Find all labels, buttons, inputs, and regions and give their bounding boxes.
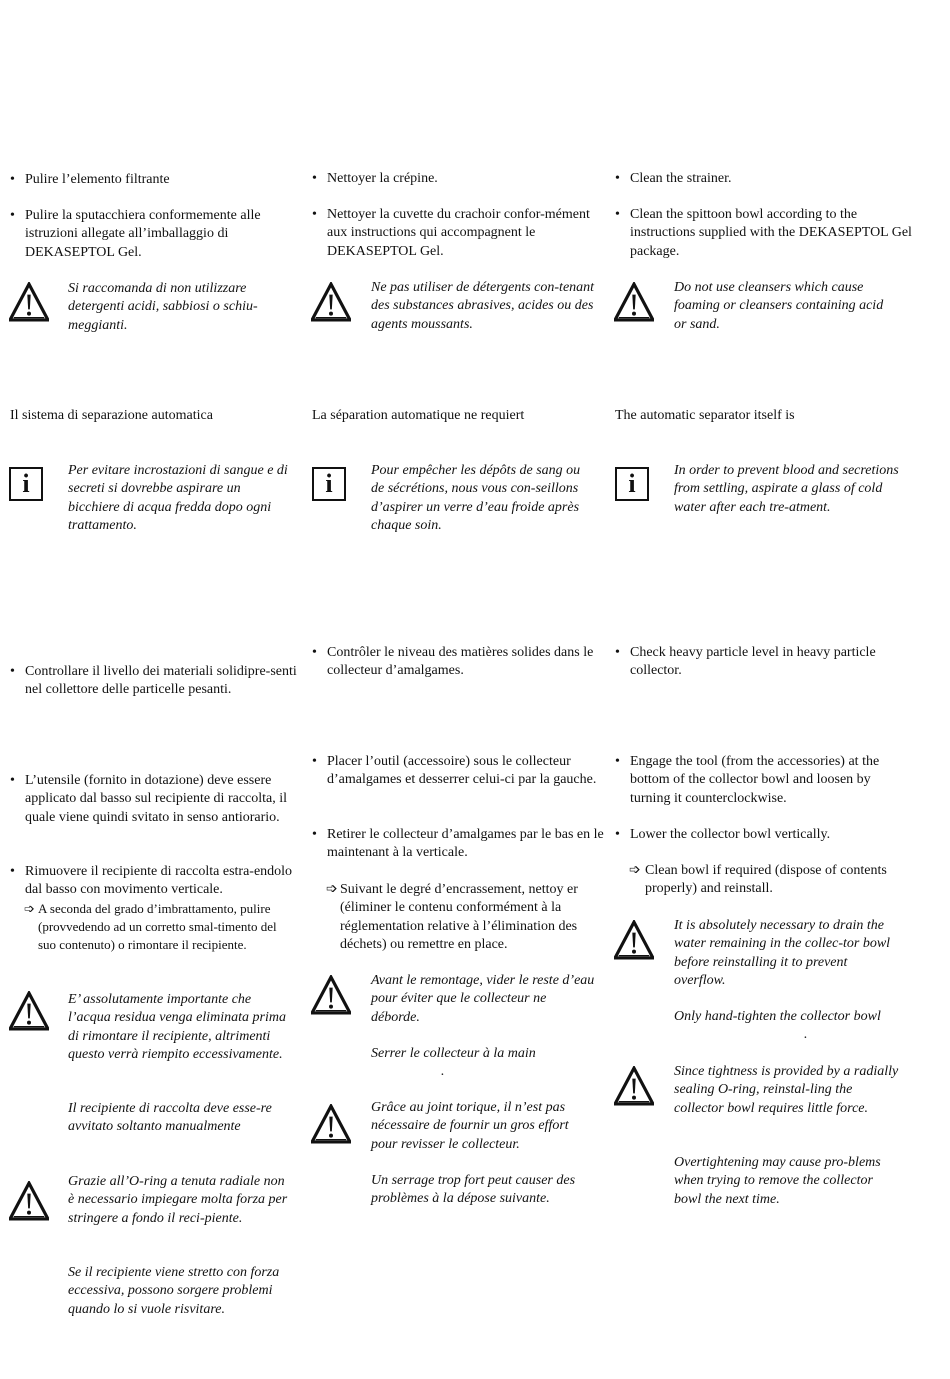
warning-triangle-icon — [614, 282, 654, 322]
fr-bullet-remove-bowl: • Retirer le collecteur d’amalgames par le bas en le maintenant à la verticale. — [312, 827, 604, 861]
en-substep-clean-bowl: ➩ Clean bowl if required (dispose of contents properly) and reinstall. — [629, 863, 887, 897]
fr-warning-overtighten: Un serrage trop fort peut causer des problèmes à la dépose suivante. — [371, 1173, 576, 1207]
warning-triangle-icon — [9, 282, 49, 322]
en-bullet-clean-filter: • Clean the strainer. — [615, 171, 732, 186]
info-box-icon: i — [615, 467, 649, 501]
fr-warning-hand-tighten: Serrer le collecteur à la main . — [371, 1046, 536, 1080]
it-bullet-remove-bowl: • Rimuovere il recipiente di raccolta estra-endolo dal basso con movimento verticale. — [10, 864, 293, 898]
en-bullet-clean-spittoon: • Clean the spittoon bowl according to the instructions supplied with the DEKASEPTOL Gel package. — [615, 207, 912, 259]
warning-triangle-icon — [9, 991, 49, 1031]
warning-triangle-icon — [614, 1066, 654, 1106]
it-info-aspirate: Per evitare incrostazioni di sangue e di secreti si dovrebbe aspirare un bicchiere di acqua fredda dopo ogni trattamento. — [68, 463, 288, 533]
en-warning-oring: Since tightness is provided by a radially sealing O-ring, reinstal-ling the collector bowl requires little force. — [674, 1064, 899, 1116]
it-warning-overtighten: Se il recipiente viene stretto con forza eccessiva, possono sorgere problemi quando lo si vuole risvitare. — [68, 1265, 280, 1317]
fr-info-aspirate: Pour empêcher les dépôts de sang ou de sécrétions, nous vous con-seillons d’aspirer un verre d’eau froide après chaque soin. — [371, 463, 581, 533]
en-info-aspirate: In order to prevent blood and secretions from settling, aspirate a glass of cold water after each tre-atment. — [674, 463, 899, 515]
it-warning-cleansers: Si raccomanda di non utilizzare detergenti acidi, sabbiosi o schiu-meggianti. — [68, 281, 258, 333]
info-box-icon: i — [9, 467, 43, 501]
en-bullet-check-level: • Check heavy particle level in heavy particle collector. — [615, 645, 876, 679]
fr-warning-cleansers: Ne pas utiliser de détergents con-tenant des substances abrasives, acides ou des agents moussants. — [371, 280, 595, 332]
it-bullet-clean-filter: • Pulire l’elemento filtrante — [10, 172, 170, 187]
warning-triangle-icon — [9, 1181, 49, 1221]
fr-bullet-clean-filter: • Nettoyer la crépine. — [312, 171, 438, 186]
en-separator-text: The automatic separator itself is — [615, 408, 795, 423]
it-warning-drain: E’ assolutamente importante che l’acqua residua venga eliminata prima di rimontare il recipiente, altrimenti questo verrà riempito eccessivamente. — [68, 992, 287, 1062]
fr-bullet-clean-spittoon: • Nettoyer la cuvette du crachoir confor-mément aux instructions qui accompagnent le DEKASEPTOL Gel. — [312, 207, 590, 259]
fr-bullet-check-level: • Contrôler le niveau des matières solides dans le collecteur d’amalgames. — [312, 645, 594, 679]
en-warning-hand-tighten: Only hand-tighten the collector bowl. — [674, 1009, 881, 1043]
fr-substep-clean-bowl: ➩ Suivant le degré d’encrassement, nettoy er (éliminer le contenu conformément à la réglementation relative à l’élimination des déchets) ou remettre en place. — [326, 882, 578, 952]
it-bullet-clean-spittoon: • Pulire la sputacchiera conformemente alle istruzioni allegate all’imballaggio di DEKASEPTOL Gel. — [10, 208, 261, 260]
fr-separator-text: La séparation automatique ne requiert — [312, 408, 525, 423]
it-substep-clean-bowl: ➩ A seconda del grado d’imbrattamento, pulire (provvedendo ad un corretto smal-timento del suo contenuto) o rimontare il recipiente. — [24, 901, 277, 953]
warning-triangle-icon — [614, 920, 654, 960]
fr-warning-drain: Avant le remontage, vider le reste d’eau pour éviter que le collecteur ne déborde. — [371, 973, 595, 1025]
fr-warning-oring: Grâce au joint torique, il n’est pas nécessaire de fournir un gros effort pour revisser le collecteur. — [371, 1100, 569, 1152]
en-bullet-remove-bowl: • Lower the collector bowl vertically. — [615, 827, 831, 842]
it-bullet-check-level: • Controllare il livello dei materiali solidipre-senti nel collettore delle particelle pesanti. — [10, 664, 297, 698]
fr-bullet-engage-tool: • Placer l’outil (accessoire) sous le collecteur d’amalgames et desserrer celui-ci par la gauche. — [312, 754, 597, 788]
warning-triangle-icon — [311, 282, 351, 322]
it-bullet-engage-tool: • L’utensile (fornito in dotazione) deve essere applicato dal basso sul recipiente di raccolta, il quale viene quindi svitato in senso antiorario. — [10, 773, 288, 825]
it-separator-text: Il sistema di separazione automatica — [10, 408, 213, 423]
en-bullet-engage-tool: • Engage the tool (from the accessories) at the bottom of the collector bowl and loosen by turning it counterclockwise. — [615, 754, 880, 806]
en-warning-overtighten: Overtightening may cause pro-blems when trying to remove the collector bowl the next time. — [674, 1155, 881, 1207]
info-box-icon: i — [312, 467, 346, 501]
it-warning-hand-tighten: Il recipiente di raccolta deve esse-re avvitato soltanto manualmente — [68, 1101, 272, 1135]
en-warning-drain: It is absolutely necessary to drain the water remaining in the collec-tor bowl before reinstalling it to prevent overflow. — [674, 918, 891, 988]
warning-triangle-icon — [311, 975, 351, 1015]
it-warning-oring: Grazie all’O-ring a tenuta radiale non è necessario impiegare molta forza per stringere a fondo il reci-piente. — [68, 1174, 288, 1226]
en-warning-cleansers: Do not use cleansers which cause foaming or cleansers containing acid or sand. — [674, 280, 884, 332]
warning-triangle-icon — [311, 1104, 351, 1144]
